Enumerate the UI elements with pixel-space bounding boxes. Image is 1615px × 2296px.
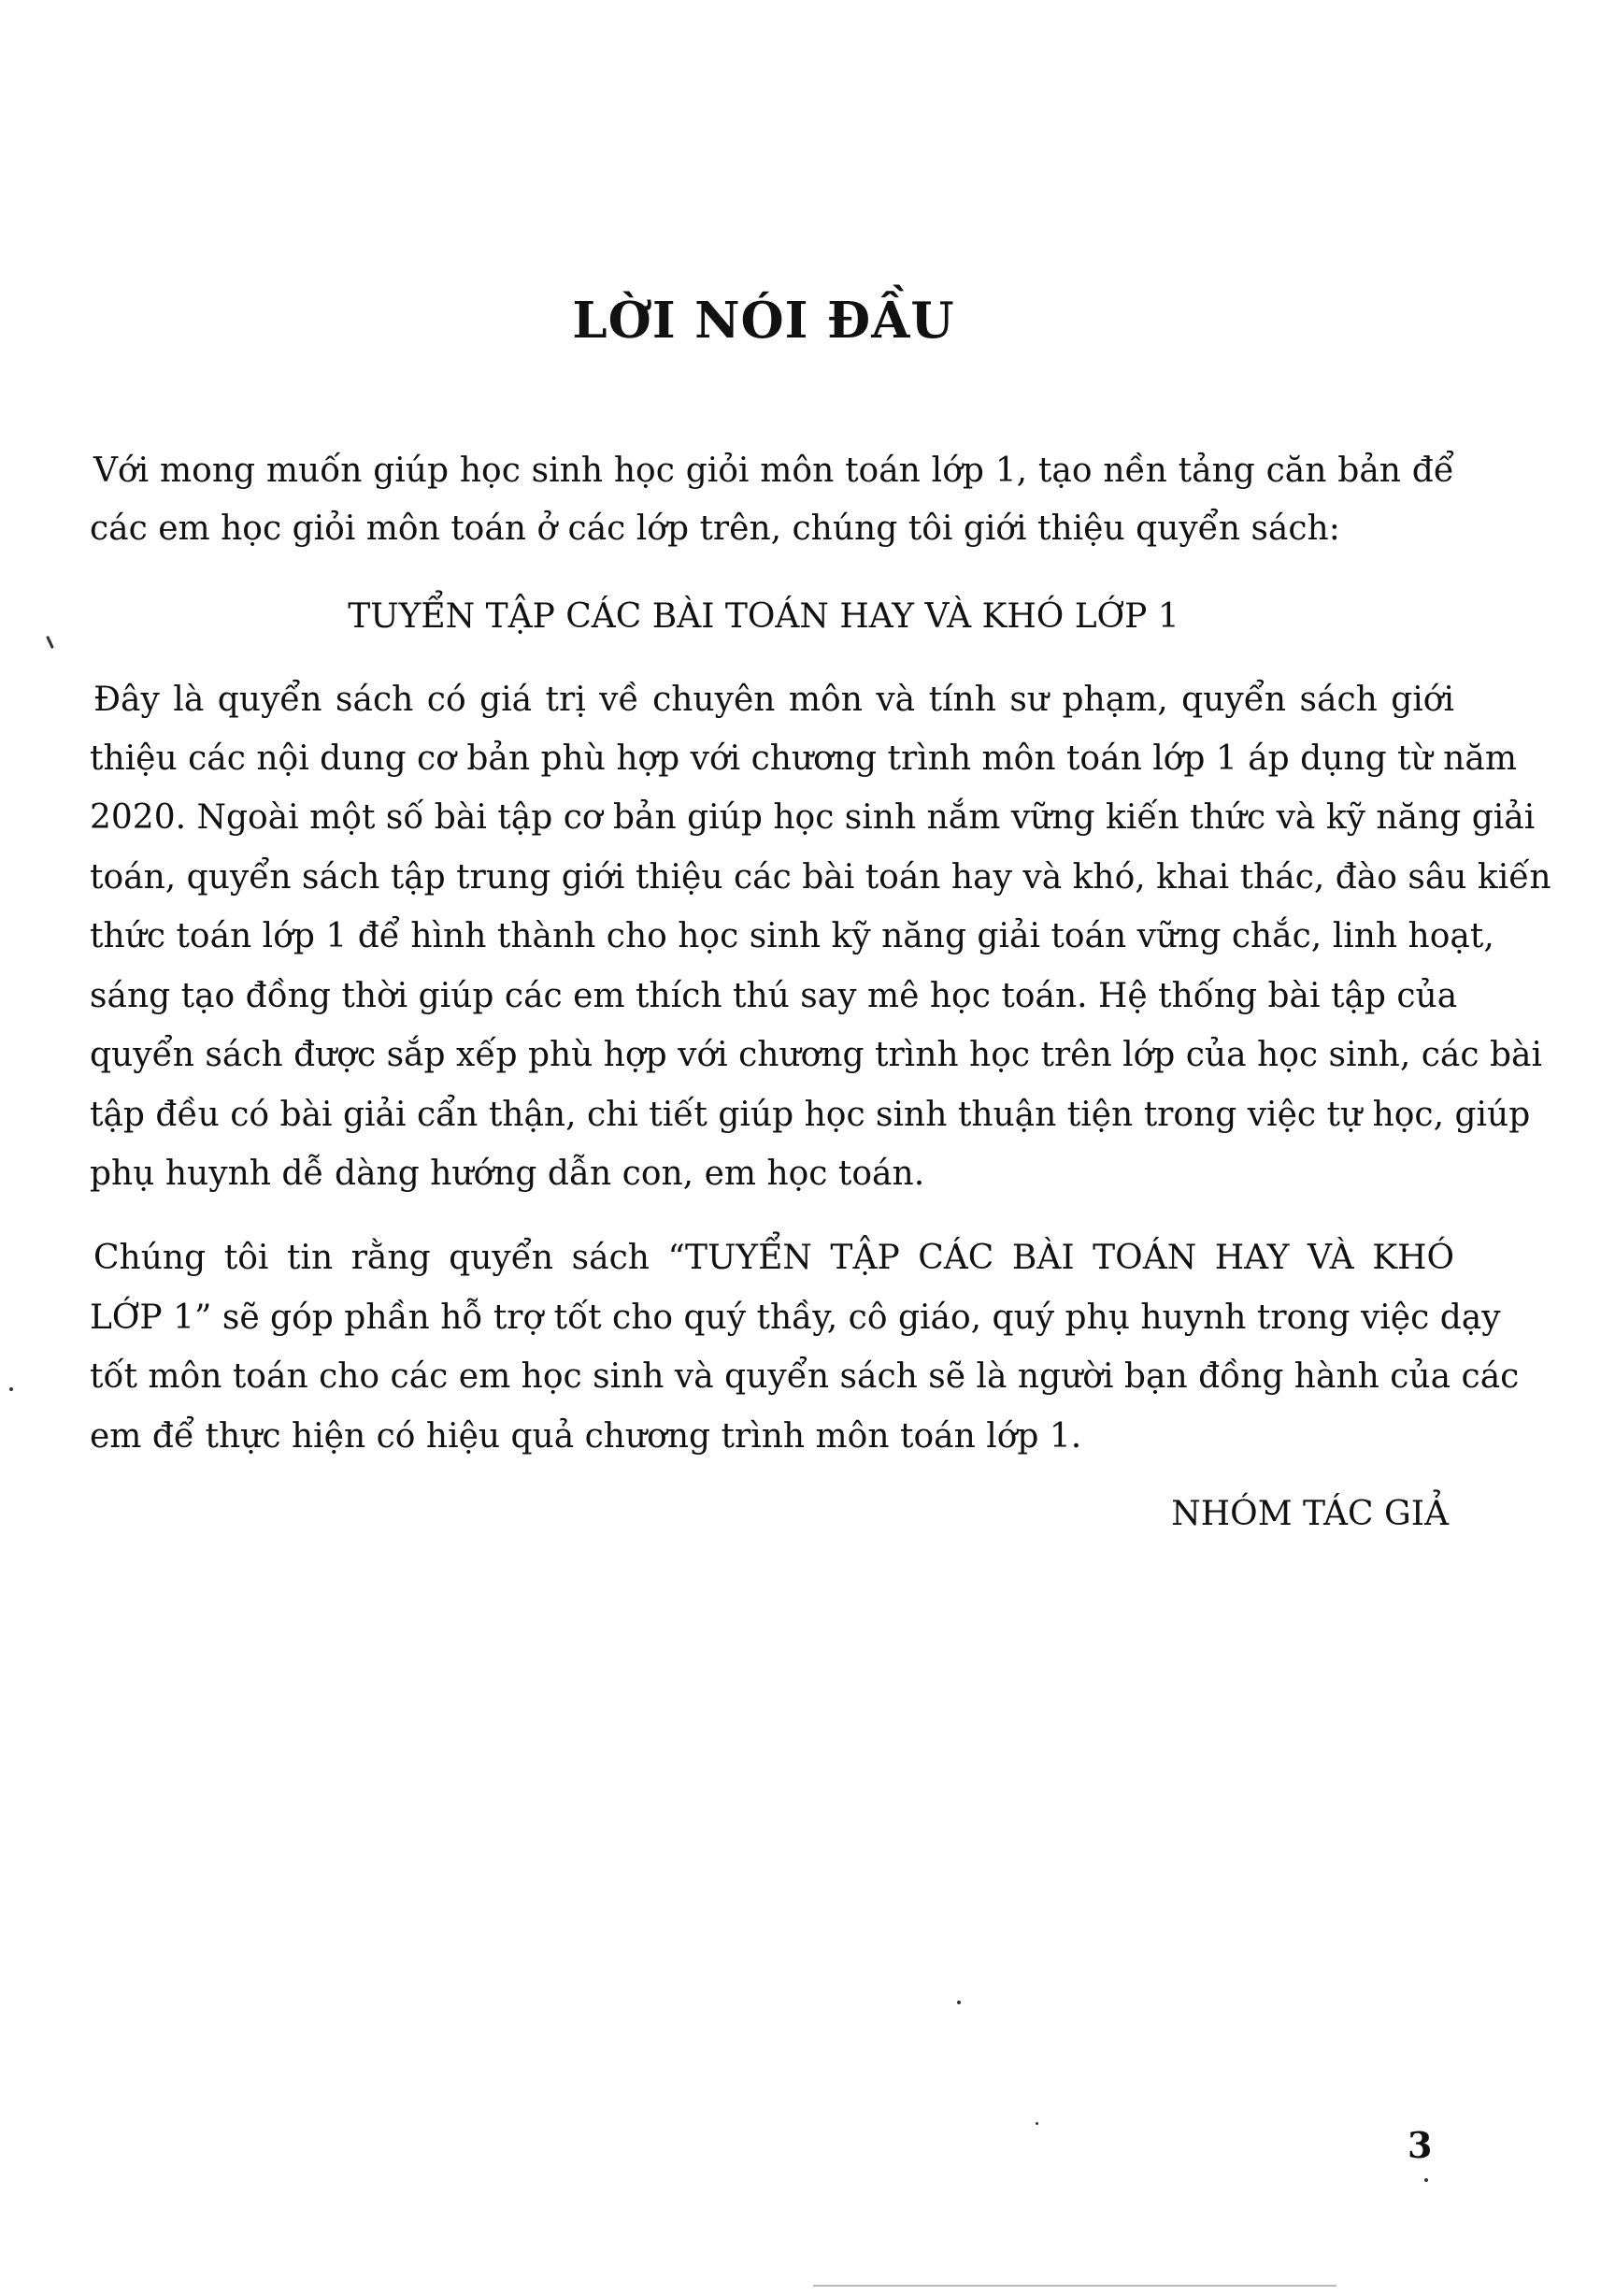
scan-speck	[46, 636, 54, 649]
paragraph-line: sáng tạo đồng thời giúp các em thích thú say mê học toán. Hệ thống bài tập của	[90, 977, 1458, 1015]
page-number: 3	[1408, 2124, 1433, 2166]
signature: NHÓM TÁC GIẢ	[1171, 1495, 1449, 1533]
paragraph-line: các em học giỏi môn toán ở các lớp trên, chúng tôi giới thiệu quyển sách:	[90, 509, 1340, 548]
paragraph-line: thiệu các nội dung cơ bản phù hợp với chương trình môn toán lớp 1 áp dụng từ năm	[90, 739, 1517, 778]
bottom-edge-line	[813, 2285, 1336, 2287]
paragraph-line: LỚP 1” sẽ góp phần hỗ trợ tốt cho quý thầy, cô giáo, quý phụ huynh trong việc dạy	[90, 1299, 1501, 1337]
paragraph-line: phụ huynh dễ dàng hướng dẫn con, em học toán.	[90, 1155, 925, 1193]
scan-speck	[1036, 2122, 1038, 2125]
paragraph-line: tốt môn toán cho các em học sinh và quyển sách sẽ là người bạn đồng hành của các	[90, 1357, 1520, 1396]
paragraph-line: Chúng tôi tin rằng quyển sách “TUYỂN TẬP CÁC BÀI TOÁN HAY VÀ KHÓ	[93, 1239, 1454, 1277]
book-title: TUYỂN TẬP CÁC BÀI TOÁN HAY VÀ KHÓ LỚP 1	[348, 597, 1179, 636]
paragraph-line: tập đều có bài giải cẩn thận, chi tiết giúp học sinh thuận tiện trong việc tự học, giúp	[90, 1096, 1531, 1134]
paragraph-line: toán, quyển sách tập trung giới thiệu các bài toán hay và khó, khai thác, đào sâu kiến	[90, 858, 1551, 897]
paragraph-line: 2020. Ngoài một số bài tập cơ bản giúp học sinh nắm vững kiến thức và kỹ năng giải	[90, 798, 1536, 837]
paragraph-line: Đây là quyển sách có giá trị về chuyên môn và tính sư phạm, quyển sách giới	[93, 681, 1454, 719]
scan-speck	[9, 1387, 13, 1391]
scan-speck	[1424, 2178, 1428, 2182]
paragraph-line: thức toán lớp 1 để hình thành cho học sinh kỹ năng giải toán vững chắc, linh hoạt,	[90, 917, 1494, 955]
paragraph-line: Với mong muốn giúp học sinh học giỏi môn toán lớp 1, tạo nền tảng căn bản để	[93, 452, 1454, 490]
page-title: LỜI NÓI ĐẦU	[572, 292, 955, 350]
paragraph-line: quyển sách được sắp xếp phù hợp với chương trình học trên lớp của học sinh, các bài	[90, 1036, 1542, 1074]
paragraph-line: em để thực hiện có hiệu quả chương trình môn toán lớp 1.	[90, 1417, 1082, 1456]
scan-speck	[957, 2001, 961, 2004]
